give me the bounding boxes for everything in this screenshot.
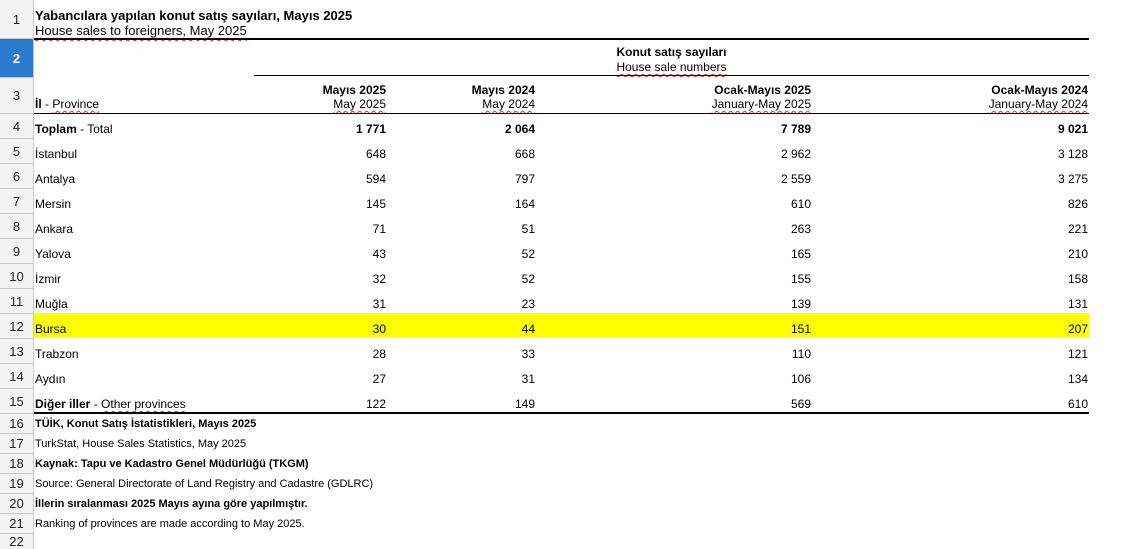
bottom-rule [34, 412, 1089, 414]
footnote: Ranking of provinces are made according to May 2025. [35, 518, 305, 530]
cell-value: 3 275 [1057, 172, 1088, 186]
cell-value: 27 [372, 372, 386, 386]
column-header: Ocak-Mayıs 2025 [714, 83, 811, 97]
cell-value: 43 [372, 247, 386, 261]
province-name: Yalova [35, 247, 71, 261]
row-number-17[interactable]: 17 [0, 434, 33, 454]
total-value: 9 021 [1057, 122, 1088, 136]
column-header: Mayıs 2025 [322, 83, 386, 97]
row-number-4[interactable]: 4 [0, 114, 33, 139]
total-value: 2 064 [504, 122, 535, 136]
province-name: İzmir [35, 272, 61, 286]
cell-value: 2 559 [780, 172, 811, 186]
column-header-en: May 2024 [482, 97, 535, 111]
cell-value: 51 [521, 222, 535, 236]
cell-value: 134 [1067, 372, 1088, 386]
row-number-18[interactable]: 18 [0, 454, 33, 474]
other-label-en: Other provinces [101, 397, 186, 411]
footnote: Kaynak: Tapu ve Kadastro Genel Müdürlüğü (TKGM) [35, 458, 309, 470]
cell-value: 110 [791, 347, 811, 361]
column-header-en: January-May 2025 [711, 97, 811, 111]
footnote: TÜİK, Konut Satış İstatistikleri, Mayıs 2025 [35, 418, 257, 430]
row-number-16[interactable]: 16 [0, 414, 33, 434]
other-provinces-label [35, 397, 186, 411]
province-header [35, 97, 99, 111]
province-header-sep: - [41, 97, 53, 111]
province-name: İstanbul [35, 147, 78, 161]
cell-value: 33 [521, 347, 535, 361]
cell-value: 145 [365, 197, 386, 211]
other-label-sep: - [90, 397, 102, 411]
cell-value: 106 [790, 372, 811, 386]
row-number-22[interactable]: 22 [9, 534, 24, 549]
total-label-en: Total [87, 122, 113, 136]
row-number-12[interactable]: 12 [0, 314, 33, 339]
total-value: 1 771 [355, 122, 386, 136]
cell-value: 71 [372, 222, 386, 236]
cell-value: 158 [1067, 272, 1088, 286]
cell-value: 44 [521, 322, 535, 336]
other-value: 610 [1067, 397, 1088, 411]
cell-value: 32 [372, 272, 386, 286]
table-subtitle: House sales to foreigners, May 2025 [35, 23, 247, 38]
cell-value: 23 [521, 297, 535, 311]
total-value: 7 789 [780, 122, 811, 136]
province-header-tr: İl [35, 97, 42, 111]
highlighted-row-background [34, 313, 1089, 338]
cell-value: 31 [372, 297, 386, 311]
row-number-20[interactable]: 20 [0, 494, 33, 514]
row-number-10[interactable]: 10 [0, 264, 33, 289]
row-number-8[interactable]: 8 [0, 214, 33, 239]
cell-value: 52 [521, 272, 535, 286]
cell-value: 210 [1067, 247, 1088, 261]
cell-value: 30 [372, 322, 386, 336]
row-number-1[interactable]: 1 [0, 0, 33, 39]
column-header: Ocak-Mayıs 2024 [991, 83, 1088, 97]
cell-value: 28 [372, 347, 386, 361]
province-name: Ankara [35, 222, 74, 236]
cell-value: 594 [365, 172, 386, 186]
group-header: Konut satış sayıları [616, 45, 727, 59]
spreadsheet-grid[interactable] [34, 0, 1145, 549]
cell-value: 207 [1067, 322, 1088, 336]
cell-value: 151 [790, 322, 811, 336]
province-name: Mersin [35, 197, 72, 211]
province-name: Aydın [35, 372, 66, 386]
footnote: TurkStat, House Sales Statistics, May 2025 [35, 438, 247, 450]
cell-value: 610 [790, 197, 811, 211]
province-name: Muğla [35, 297, 68, 311]
cell-value: 648 [365, 147, 386, 161]
cell-value: 121 [1067, 347, 1088, 361]
total-label-sep: - [76, 122, 88, 136]
table-title: Yabancılara yapılan konut satış sayıları, Mayıs 2025 [35, 8, 353, 23]
column-header: Mayıs 2024 [471, 83, 535, 97]
province-name: Bursa [35, 322, 67, 336]
cell-value: 52 [521, 247, 535, 261]
group-header-en: House sale numbers [616, 60, 727, 74]
row-number-6[interactable]: 6 [0, 164, 33, 189]
row-number-13[interactable]: 13 [0, 339, 33, 364]
cell-value: 826 [1067, 197, 1088, 211]
cell-value: 221 [1067, 222, 1088, 236]
header-rule [34, 113, 1089, 114]
other-value: 569 [790, 397, 811, 411]
column-header-en: May 2025 [333, 97, 386, 111]
cell-value: 164 [514, 197, 535, 211]
footnote: İllerin sıralanması 2025 Mayıs ayına göre yapılmıştır. [35, 498, 308, 510]
total-label-tr: Toplam [35, 122, 77, 136]
row-number-5[interactable]: 5 [0, 139, 33, 164]
cell-value: 2 962 [780, 147, 811, 161]
province-name: Trabzon [35, 347, 79, 361]
other-value: 149 [514, 397, 535, 411]
row-number-9[interactable]: 9 [0, 239, 33, 264]
row-number-3[interactable]: 3 [0, 78, 33, 114]
row-header-column [0, 0, 34, 549]
province-name: Antalya [35, 172, 76, 186]
cell-value: 668 [514, 147, 535, 161]
row-number-14[interactable]: 14 [0, 364, 33, 389]
cell-value: 797 [514, 172, 535, 186]
province-header-en: Province [52, 97, 100, 111]
cell-value: 165 [790, 247, 811, 261]
row-number-2[interactable]: 2 [0, 39, 33, 78]
total-label [35, 122, 113, 136]
footnote: Source: General Directorate of Land Registry and Cadastre (GDLRC) [35, 478, 374, 490]
group-rule [254, 75, 1089, 76]
row-number-21[interactable]: 21 [0, 514, 33, 534]
cell-value: 155 [790, 272, 811, 286]
column-header-en: January-May 2024 [988, 97, 1088, 111]
cell-value: 139 [790, 297, 811, 311]
cell-value: 31 [521, 372, 535, 386]
other-label-tr: Diğer iller [35, 397, 91, 411]
other-value: 122 [365, 397, 386, 411]
top-rule [34, 38, 1089, 40]
row-number-19[interactable]: 19 [0, 474, 33, 494]
row-number-11[interactable]: 11 [0, 289, 33, 314]
row-number-7[interactable]: 7 [0, 189, 33, 214]
row-number-15[interactable]: 15 [0, 389, 33, 414]
cell-value: 263 [790, 222, 811, 236]
cell-value: 131 [1067, 297, 1088, 311]
cell-value: 3 128 [1057, 147, 1088, 161]
